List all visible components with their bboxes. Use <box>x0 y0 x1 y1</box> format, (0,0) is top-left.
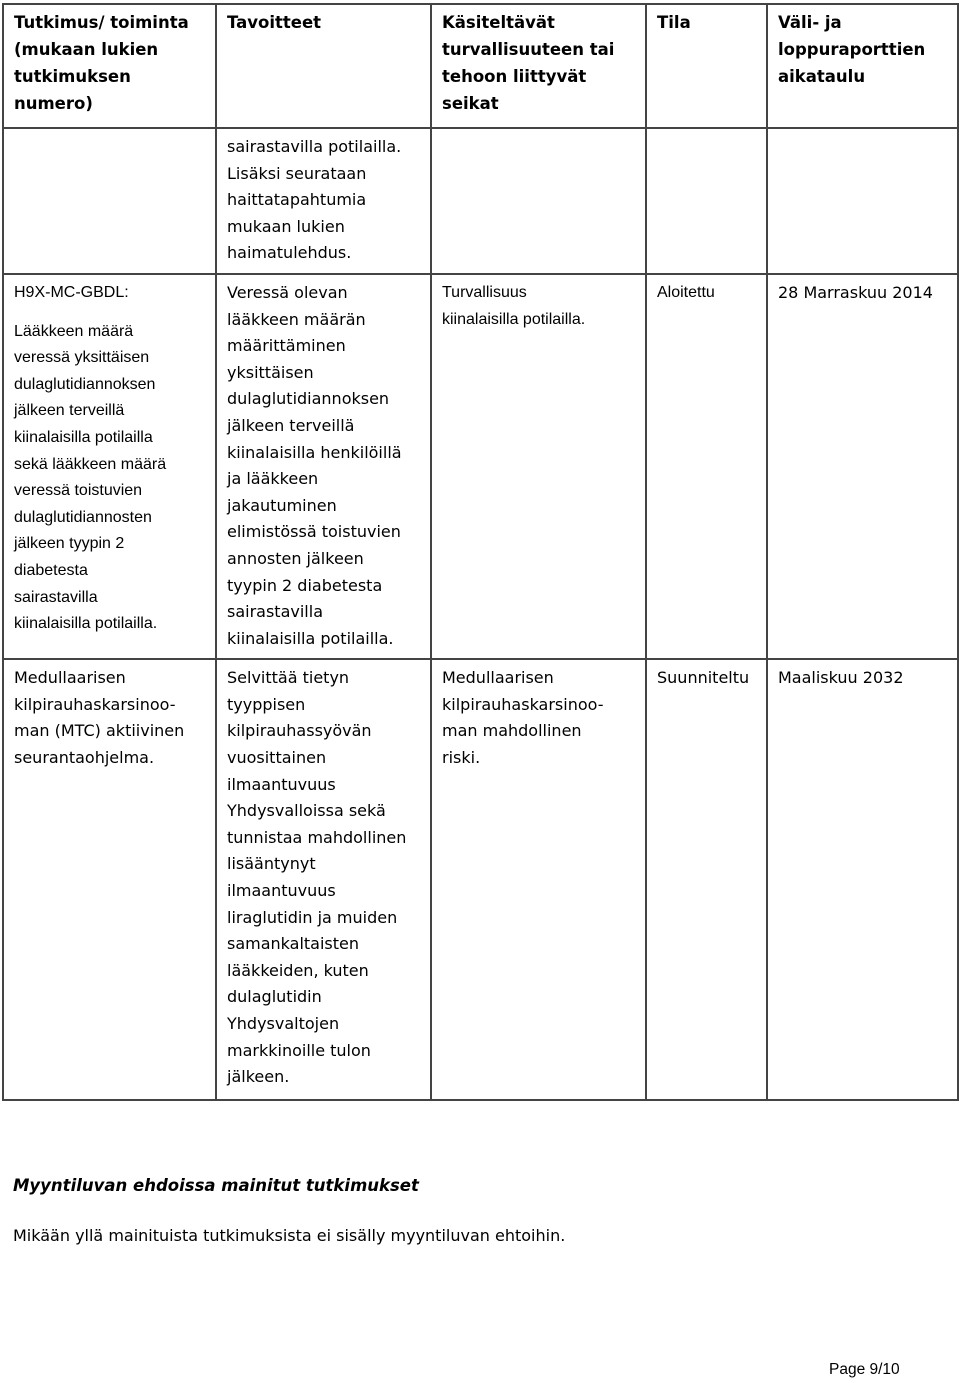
cell-concerns: Medullaarisen kilpirauhaskarsinoo- man mahdollinen riski. <box>431 659 646 1100</box>
section-heading: Myyntiluvan ehdoissa mainitut tutkimukset <box>13 1176 419 1195</box>
cell-objectives: Selvittää tietyn tyyppisen kilpirauhassyövän vuosittainen ilmaantuvuus Yhdysvalloissa sekä tunnistaa mahdollinen lisääntynyt ilmaantuvuus liraglutidin ja muiden samankaltaisten lääkkeiden, kuten dulaglutidin Yhdysvaltojen markkinoille tulon jälkeen. <box>216 659 431 1100</box>
cell-concerns: Turvallisuus kiinalaisilla potilailla. <box>431 274 646 659</box>
cell-objectives: Veressä olevan lääkkeen määrän määrittäminen yksittäisen dulaglutidiannoksen jälkeen terveillä kiinalaisilla henkilöillä ja lääkkeen jakautuminen elimistössä toistuvien annosten jälkeen tyypin 2 diabetesta sairastavilla kiinalaisilla potilailla. <box>216 274 431 659</box>
section-text: Mikään yllä mainituista tutkimuksista ei sisälly myyntiluvan ehtoihin. <box>13 1226 566 1245</box>
cell-study <box>3 128 216 274</box>
header-study: Tutkimus/ toiminta (mukaan lukien tutkimuksen numero) <box>3 4 216 128</box>
cell-status <box>646 128 767 274</box>
cell-objectives: sairastavilla potilailla. Lisäksi seurataan haittatapahtumia mukaan lukien haimatulehdus. <box>216 128 431 274</box>
cell-status: Suunniteltu <box>646 659 767 1100</box>
header-safety-concerns: Käsiteltävät turvallisuuteen tai tehoon liittyvät seikat <box>431 4 646 128</box>
cell-schedule <box>767 128 958 274</box>
table-row <box>3 128 958 274</box>
cell-schedule: 28 Marraskuu 2014 <box>767 274 958 659</box>
cell-study: Medullaarisen kilpirauhaskarsinoo- man (MTC) aktiivinen seurantaohjelma. <box>3 659 216 1100</box>
table-row <box>3 659 958 1100</box>
cell-status: Aloitettu <box>646 274 767 659</box>
cell-concerns <box>431 128 646 274</box>
header-objectives: Tavoitteet <box>216 4 431 128</box>
cell-schedule: Maaliskuu 2032 <box>767 659 958 1100</box>
table-header-row <box>3 4 958 128</box>
header-status: Tila <box>646 4 767 128</box>
header-schedule: Väli- ja loppuraporttien aikataulu <box>767 4 958 128</box>
page-number: Page 9/10 <box>829 1361 900 1378</box>
studies-table <box>2 3 959 1101</box>
table-row <box>3 274 958 659</box>
cell-study: H9X-MC-GBDL: Lääkkeen määrä veressä yksittäisen dulaglutidiannoksen jälkeen terveillä kiinalaisilla potilailla sekä lääkkeen määrä veressä toistuvien dulaglutidiannosten jälkeen tyypin 2 diabetesta sairastavilla kiinalaisilla potilailla. <box>3 274 216 659</box>
